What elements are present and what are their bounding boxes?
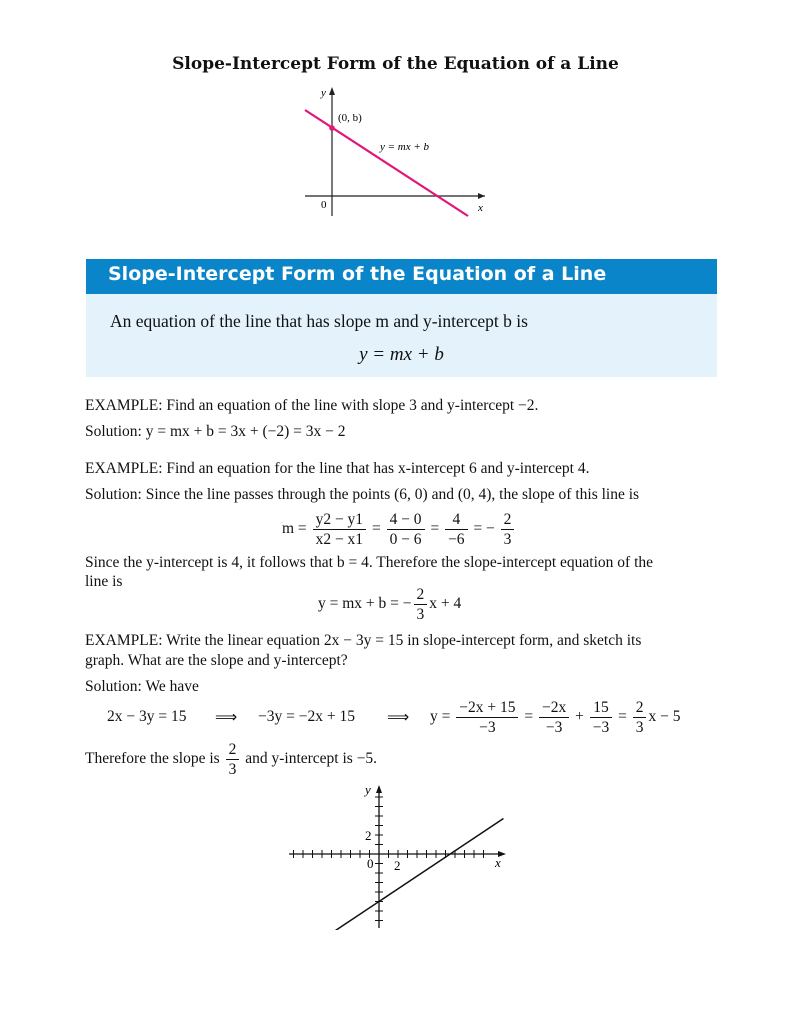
final-slope-fraction: $\frac{2}{3}$	[414, 585, 428, 624]
step3-fraction-1: $\frac{-2x + 15}{-3}$	[456, 698, 518, 737]
y-intercept-point	[329, 125, 335, 131]
example3-step2: −3y = −2x + 15	[258, 708, 355, 725]
definition-box-header	[86, 259, 717, 294]
example3-step3: y = $\frac{-2x + 15}{-3}$ = $\frac{-2x}{-3}$ + $\frac{15}{-3}$ = $\frac{2}{3}$ x − 5	[430, 699, 681, 736]
x-axis-arrow	[478, 193, 485, 199]
definition-box-title: Slope-Intercept Form of the Equation of a Line	[108, 263, 607, 285]
example3-question-line2: graph. What are the slope and y-intercept?	[85, 652, 348, 669]
y-axis-label: y	[365, 782, 371, 797]
y-axis-arrow	[376, 785, 382, 793]
x-tick-label: 2	[394, 858, 401, 873]
definition-box	[86, 259, 717, 377]
example2-final-equation: y = mx + b = − $\frac{2}{3}$ x + 4	[318, 586, 462, 623]
conclusion-slope-fraction: $\frac{2}{3}$	[226, 740, 240, 779]
slope-lhs: m =	[282, 520, 307, 538]
y-axis-label: y	[321, 87, 326, 99]
x-axis-label: x	[478, 202, 483, 214]
example1-question: EXAMPLE: Find an equation of the line with slope 3 and y-intercept −2.	[85, 397, 539, 414]
example3-conclusion: Therefore the slope is $\frac{2}{3}$ and y-intercept is −5.	[85, 741, 378, 778]
example3-step1: 2x − 3y = 15	[107, 708, 187, 725]
step3-fraction-2: $\frac{-2x}{-3}$	[539, 698, 569, 737]
example2-solution-intro: Solution: Since the line passes through the points (6, 0) and (0, 4), the slope of this line is	[85, 486, 640, 503]
slope-result-fraction: $\frac{2}{3}$	[501, 510, 515, 549]
step3-fraction-4: $\frac{2}{3}$	[633, 698, 647, 737]
example2-conclusion-line1: Since the y-intercept is 4, it follows that b = 4. Therefore the slope-intercept equation of the	[85, 554, 654, 571]
origin-label: 0	[367, 856, 374, 871]
definition-equation: y = mx + b	[359, 344, 444, 365]
y-axis-arrow	[329, 87, 335, 95]
slope-formula-fraction: $\frac{y2 - y1}{x2 - x1}$	[313, 510, 367, 549]
slope-computation: m = $\frac{y2 - y1}{x2 - x1}$ = $\frac{4 - 0}{0 - 6}$ = $\frac{4}{-6}$ = − $\frac{2}{3}$	[282, 510, 516, 549]
step3-fraction-3: $\frac{15}{-3}$	[590, 698, 613, 737]
example3-question-line1: EXAMPLE: Write the linear equation 2x − 3y = 15 in slope-intercept form, and sketch its	[85, 632, 642, 649]
implies-arrow-1: ⟹	[215, 709, 238, 726]
y-tick-label: 2	[365, 828, 372, 843]
example1-solution: Solution: y = mx + b = 3x + (−2) = 3x − 2	[85, 423, 346, 440]
example2-conclusion-line2: line is	[85, 573, 123, 590]
origin-label: 0	[321, 199, 327, 211]
page-title: Slope-Intercept Form of the Equation of a Line	[172, 54, 619, 74]
example3-solution: Solution: We have	[85, 678, 199, 695]
slope-intercept-diagram	[300, 84, 490, 220]
example2-question: EXAMPLE: Find an equation for the line that has x-intercept 6 and y-intercept 4.	[85, 460, 590, 477]
line-graph	[305, 110, 468, 216]
implies-arrow-2: ⟹	[387, 709, 410, 726]
line-graph	[313, 819, 503, 930]
x-axis-label: x	[495, 855, 501, 870]
example3-graph	[285, 782, 511, 930]
point-label: (0, b)	[338, 112, 362, 124]
slope-simplified-fraction: $\frac{4}{-6}$	[445, 510, 468, 549]
slope-substitution-fraction: $\frac{4 - 0}{0 - 6}$	[387, 510, 425, 549]
line-label: y = mx + b	[380, 141, 430, 153]
definition-text: An equation of the line that has slope m and y-intercept b is	[110, 311, 528, 331]
